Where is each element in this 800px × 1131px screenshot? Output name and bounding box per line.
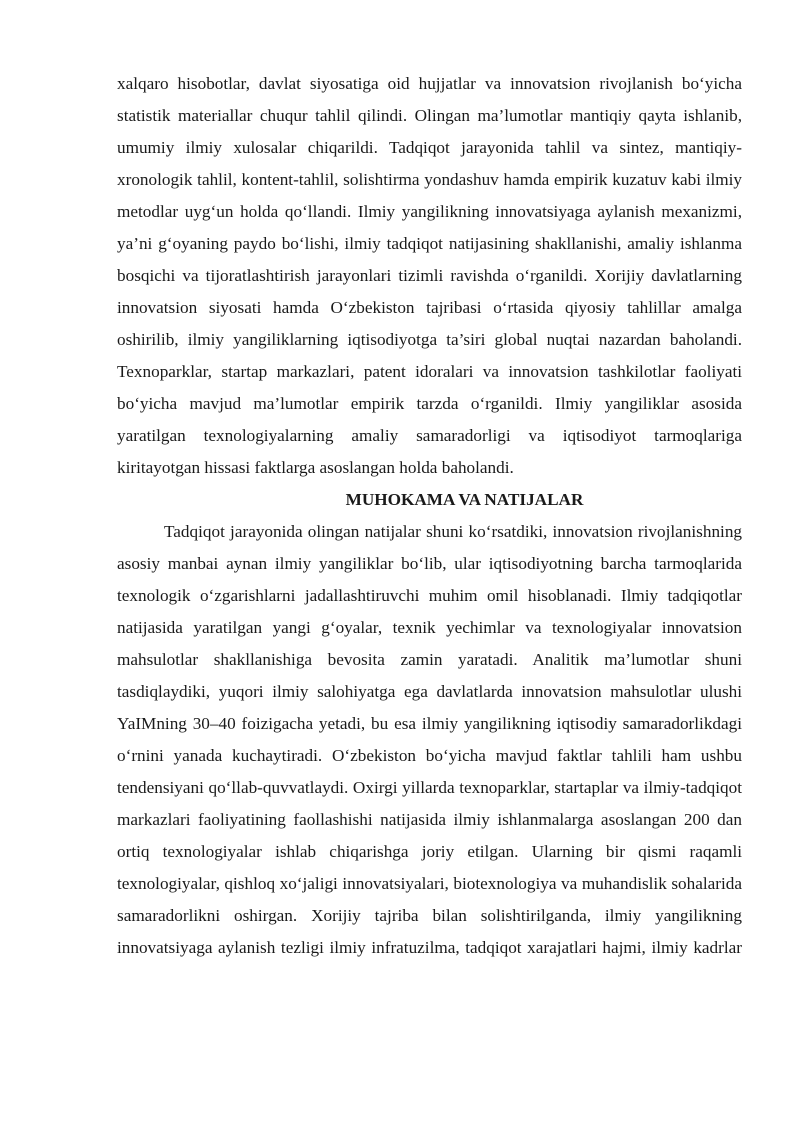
document-page [117,68,742,964]
body-paragraph-results: Tadqiqot jarayonida olingan natijalar shuni ko‘rsatdiki, innovatsion rivojlanishning asosiy manbai aynan ilmiy yangiliklar bo‘lib, ular iqtisodiyotning barcha tarmoqlarida texnologik o‘zgarishlarni jadallashtiruvchi muhim omil hisoblanadi. Ilmiy tadqiqotlar natijasida yaratilgan yangi g‘oyalar, texnik yechimlar va texnologiyalar innovatsion mahsulotlar shakllanishiga bevosita zamin yaratadi. Analitik ma’lumotlar shuni tasdiqlaydiki, yuqori ilmiy salohiyatga ega davlatlarda innovatsion mahsulotlar ulushi YaIMning 30–40 foizigacha yetadi, bu esa ilmiy yangilikning iqtisodiy samaradorlikdagi o‘rnini yanada kuchaytiradi. O‘zbekiston bo‘yicha mavjud faktlar tahlili ham ushbu tendensiyani qo‘llab-quvvatlaydi. Oxirgi yillarda texnoparklar, startaplar va ilmiy-tadqiqot markazlari faoliyatining faollashishi natijasida ilmiy ishlanmalarga asoslangan 200 dan ortiq texnologiyalar ishlab chiqarishga joriy etilgan. Ularning bir qismi raqamli texnologiyalar, qishloq xo‘jaligi innovatsiyalari, biotexnologiya va muhandislik sohalarida samaradorlikni oshirgan. Xorijiy tajriba bilan solishtirilganda, ilmiy yangilikning innovatsiyaga aylanish tezligi ilmiy infratuzilma, tadqiqot xarajatlari hajmi, ilmiy kadrlar [117,522,742,957]
body-paragraph-methods: xalqaro hisobotlar, davlat siyosatiga oid hujjatlar va innovatsion rivojlanish bo‘yicha statistik materiallar chuqur tahlil qilindi. Olingan ma’lumotlar mantiqiy qayta ishlanib, umumiy ilmiy xulosalar chiqarildi. Tadqiqot jarayonida tahlil va sintez, mantiqiy-xronologik tahlil, kontent-tahlil, solishtirma yondashuv hamda empirik kuzatuv kabi ilmiy metodlar uyg‘un holda qo‘llandi. Ilmiy yangilikning innovatsiyaga aylanish mexanizmi, ya’ni g‘oyaning paydo bo‘lishi, ilmiy tadqiqot natijasining shakllanishi, amaliy ishlanma bosqichi va tijoratlashtirish jarayonlari tizimli ravishda o‘rganildi. Xorijiy davlatlarning innovatsion siyosati hamda O‘zbekiston tajribasi o‘rtasida qiyosiy tahlillar amalga oshirilib, ilmiy yangiliklarning iqtisodiyotga ta’siri global nuqtai nazardan baholandi. Texnoparklar, startap markazlari, patent idoralari va innovatsion tashkilotlar faoliyati bo‘yicha mavjud ma’lumotlar empirik tarzda o‘rganildi. Ilmiy yangiliklar asosida yaratilgan texnologiyalarning amaliy samaradorligi va iqtisodiyot tarmoqlariga kiritayotgan hissasi faktlarga asoslangan holda baholandi. [117,74,742,477]
section-heading: MUHOKAMA VA NATIJALAR [345,490,584,509]
